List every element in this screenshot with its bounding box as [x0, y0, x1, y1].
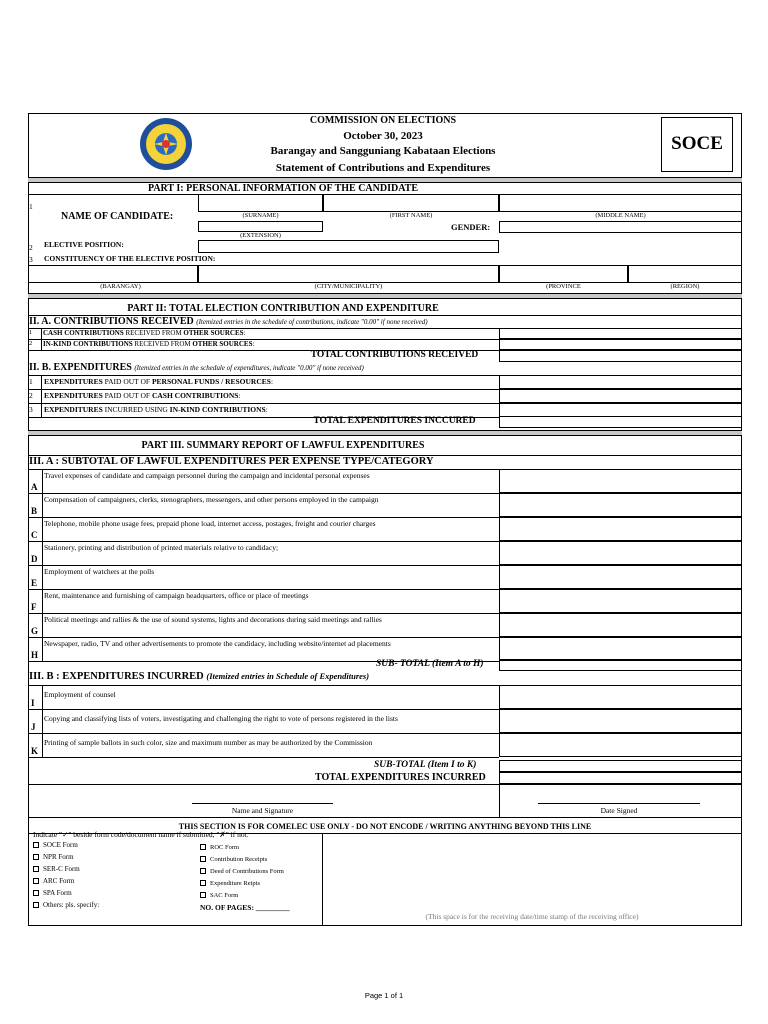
lawful-row-text: Employment of watchers at the polls [44, 567, 155, 576]
checklist-item[interactable] [200, 892, 238, 900]
checklist-item[interactable] [33, 878, 74, 885]
contrib-note: (Itemized entries in the schedule of contributions, indicate "0.00" if none received) [196, 318, 428, 326]
row-divider [42, 733, 43, 757]
checklist-item[interactable] [33, 866, 80, 873]
contrib-row-num: 1 [29, 329, 33, 336]
middlename-field[interactable] [499, 194, 742, 212]
expend-row-num: 3 [29, 405, 33, 414]
contrib-row-mid: RECEIVED FROM [123, 329, 184, 337]
row-divider [41, 328, 42, 339]
extension-caption: (EXTENSION) [240, 232, 281, 239]
comelec-seal [134, 116, 198, 172]
checkbox[interactable] [200, 880, 206, 886]
row-divider [42, 493, 43, 517]
lawful-row-text: Political meetings and rallies & the use of sound systems, lights and decorations during said meetings and rallies [44, 615, 382, 624]
contrib-row-num: 2 [29, 340, 33, 347]
row-line [28, 565, 499, 566]
contrib-row-pre: IN-KIND CONTRIBUTIONS [43, 340, 133, 348]
row-divider [42, 541, 43, 565]
firstname-caption: (FIRST NAME) [389, 212, 433, 219]
firstname-field[interactable] [323, 194, 499, 212]
incurred-subtotal-label: SUB-TOTAL (Item I to K) [374, 760, 477, 770]
incurred-row-letter: J [31, 722, 36, 732]
lawful-amount-field[interactable] [499, 613, 742, 637]
lawful-row-letter: D [31, 554, 38, 564]
contrib-row-post: : [252, 340, 255, 348]
lawful-subtotal-label: SUB- TOTAL (Item A to H) [376, 659, 484, 669]
name-signature-caption: Name and Signature [231, 806, 294, 815]
part3-title: PART III. SUMMARY REPORT OF LAWFUL EXPENDITURES [141, 440, 425, 451]
lawful-subtotal-field[interactable] [499, 659, 742, 671]
checkbox[interactable] [200, 856, 206, 862]
part1-title: PART I: PERSONAL INFORMATION OF THE CANDIDATE [147, 183, 419, 194]
name-label: NAME OF CANDIDATE: [61, 211, 174, 222]
part1-num2: 2 [29, 243, 33, 252]
lawful-amount-field[interactable] [499, 541, 742, 565]
checkbox[interactable] [33, 854, 39, 860]
extension-field[interactable] [198, 221, 323, 232]
lawful-heading: III. A : SUBTOTAL OF LAWFUL EXPENDITURES PER EXPENSE TYPE/CATEGORY [29, 456, 434, 467]
lawful-amount-field[interactable] [499, 589, 742, 613]
incurred-heading [29, 672, 369, 683]
header-commission: COMMISSION ON ELECTIONS [309, 115, 457, 126]
contrib-title: II. A. CONTRIBUTIONS RECEIVED [29, 316, 194, 327]
checklist-item[interactable] [33, 902, 99, 909]
lawful-row-letter: A [31, 482, 38, 492]
row-line [28, 493, 499, 494]
city-caption: (CITY/MUNICIPALITY) [314, 283, 383, 290]
checkbox[interactable] [200, 868, 206, 874]
comelec-indicate: Indicate "✓" beside form code/document name if submitted, "✗" if not. [33, 830, 249, 839]
elective-label: ELECTIVE POSITION: [44, 240, 124, 249]
lawful-row-letter: H [31, 650, 39, 660]
province-caption: (PROVINCE [546, 283, 581, 290]
checklist-label: Others: pls. specify: [43, 901, 100, 909]
checklist-label: SER-C Form [43, 865, 80, 873]
checkbox[interactable] [200, 892, 206, 898]
row-divider [42, 709, 43, 733]
checkbox[interactable] [33, 866, 39, 872]
lawful-row-text: Compensation of campaigners, clerks, stenographers, messengers, and other persons employed in the campaign [44, 495, 379, 504]
checklist-item[interactable] [200, 868, 284, 876]
barangay-field[interactable] [28, 265, 198, 283]
province-field[interactable] [499, 265, 628, 283]
part3-band [28, 430, 742, 436]
row-line [28, 733, 499, 734]
expend-title: II. B. EXPENDITURES [29, 362, 132, 373]
surname-field[interactable] [198, 194, 323, 212]
total-incurred-field[interactable] [499, 772, 742, 784]
checklist-item[interactable] [33, 854, 74, 861]
checklist-label: Contribution Receipts [210, 856, 268, 863]
expend-row-mid: INCURRED USING [102, 405, 170, 414]
row-divider [42, 613, 43, 637]
checklist-item[interactable] [200, 856, 267, 864]
expend-amount-field[interactable] [499, 375, 742, 389]
checklist-item[interactable] [200, 844, 239, 852]
expend-row-mid: PAID OUT OF [102, 391, 152, 400]
expend-row-post: : [270, 377, 274, 386]
lawful-amount-field[interactable] [499, 637, 742, 661]
checklist-label: ROC Form [210, 844, 240, 851]
region-field[interactable] [628, 265, 742, 283]
lawful-amount-field[interactable] [499, 517, 742, 541]
checklist-item[interactable] [33, 890, 72, 897]
expend-row-pre: EXPENDITURES [44, 377, 103, 386]
row-divider [41, 339, 42, 350]
expend-row-post: : [238, 391, 241, 400]
checklist-label: SOCE Form [43, 841, 78, 849]
contrib-total-field[interactable] [499, 350, 742, 362]
lawful-amount-field[interactable] [499, 493, 742, 517]
row-line [28, 709, 499, 710]
expend-row-mid: PAID OUT OF [102, 377, 152, 386]
lawful-row-text: Travel expenses of candidate and campaign personnel during the campaign and incidental personal expenses [44, 471, 370, 480]
expend-amount-field[interactable] [499, 403, 742, 417]
row-line [28, 403, 499, 404]
expend-row-post: : [265, 405, 268, 414]
expend-row-label [44, 406, 268, 414]
row-line [28, 637, 499, 638]
header-statement: Statement of Contributions and Expenditures [275, 162, 491, 174]
incurred-row-text: Copying and classifying lists of voters, investigating and challenging the right to vote of persons registered in the lists [44, 714, 398, 723]
contrib-amount-field[interactable] [499, 339, 742, 350]
expend-total-field[interactable] [499, 416, 742, 428]
part2-title: PART II: TOTAL ELECTION CONTRIBUTION AND EXPENDITURE [127, 303, 439, 314]
contrib-row-bold: OTHER SOURCES [192, 340, 253, 348]
incurred-title: III. B : EXPENDITURES INCURRED [29, 671, 204, 682]
contrib-heading [29, 317, 428, 327]
incurred-amount-field[interactable] [499, 709, 742, 733]
expend-row-label [44, 392, 241, 400]
elective-field[interactable] [198, 240, 499, 253]
checkbox[interactable] [33, 842, 39, 848]
expend-heading [29, 363, 364, 373]
contrib-amount-field[interactable] [499, 328, 742, 339]
incurred-amount-field[interactable] [499, 733, 742, 757]
lawful-row-text: Rent, maintenance and furnishing of campaign headquarters, office or place of meetings [44, 591, 309, 600]
gender-field[interactable] [499, 221, 742, 233]
soce-label: SOCE [671, 133, 723, 154]
incurred-amount-field[interactable] [499, 685, 742, 709]
contrib-total-label: TOTAL CONTRIBUTIONS RECEIVED [310, 350, 479, 360]
row-line [28, 589, 499, 590]
checklist-item[interactable] [200, 880, 260, 888]
date-signed-caption: Date Signed [600, 806, 638, 815]
incurred-subtotal-field[interactable] [499, 760, 742, 772]
incurred-row-text: Printing of sample ballots in such color, size and maximum number as may be authorized by the Commission [44, 738, 373, 747]
checklist-label: SPA Form [43, 889, 72, 897]
lawful-row-letter: G [31, 626, 39, 636]
lawful-amount-field[interactable] [499, 469, 742, 493]
checkbox[interactable] [200, 844, 206, 850]
header-date: October 30, 2023 [343, 130, 423, 142]
row-divider [42, 637, 43, 661]
lawful-row-letter: B [31, 506, 38, 516]
checkbox[interactable] [33, 902, 39, 908]
incurred-note: (Itemized entries in Schedule of Expenditures) [206, 671, 370, 681]
checkbox[interactable] [33, 890, 39, 896]
row-divider [42, 589, 43, 613]
contrib-row-label [43, 330, 245, 337]
contrib-row-post: : [243, 329, 246, 337]
expend-row-pre: EXPENDITURES [44, 391, 103, 400]
row-divider [41, 403, 42, 417]
row-divider [42, 517, 43, 541]
incurred-row-text: Employment of counsel [44, 690, 116, 699]
lawful-row-letter: E [31, 578, 38, 588]
pages-label: NO. OF PAGES: _________ [200, 903, 290, 912]
comelec-title: THIS SECTION IS FOR COMELEC USE ONLY - DO NOT ENCODE / WRITING ANYTHING BEYOND THIS LINE [178, 822, 592, 831]
lawful-row-text: Stationery, printing and distribution of printed materials relative to candidacy; [44, 543, 279, 552]
checkbox[interactable] [33, 878, 39, 884]
checklist-item[interactable] [33, 842, 78, 849]
row-line [28, 517, 499, 518]
lawful-row-text: Newspaper, radio, TV and other advertisements to promote the candidacy, including website/internet ad placements [44, 639, 391, 648]
row-divider [42, 469, 43, 493]
contrib-row-mid: RECEIVED FROM [132, 340, 193, 348]
checklist-label: SAC Form [210, 892, 239, 899]
barangay-caption: (BARANGAY) [100, 283, 141, 290]
incurred-row-letter: I [31, 698, 35, 708]
expend-note: (Itemized entries in the schedule of expenditures, indicate "0.00" if none received) [134, 364, 364, 372]
page-number: Page 1 of 1 [364, 991, 404, 1000]
expend-row-label [44, 378, 273, 386]
part1-num1: 1 [29, 202, 33, 211]
total-incurred-label: TOTAL EXPENDITURES INCURRED [315, 772, 486, 783]
header-election: Barangay and Sangguniang Kabataan Elections [270, 145, 496, 157]
row-divider [42, 685, 43, 709]
surname-caption: (SURNAME) [242, 212, 279, 219]
lawful-row-letter: F [31, 602, 37, 612]
expend-row-num: 2 [29, 391, 33, 400]
city-field[interactable] [198, 265, 499, 283]
lawful-row-letter: C [31, 530, 38, 540]
expend-row-bold: CASH CONTRIBUTIONS [151, 391, 239, 400]
constituency-label: CONSTITUENCY OF THE ELECTIVE POSITION: [44, 254, 216, 263]
lawful-row-text: Telephone, mobile phone usage fees, prepaid phone load, internet access, postages, freight and courier charges [44, 519, 376, 528]
expend-total-label: TOTAL EXPENDITURES INCCURED [313, 416, 476, 426]
signature-line[interactable] [192, 803, 333, 804]
row-divider [42, 565, 43, 589]
region-caption: (REGION) [670, 283, 700, 290]
expend-amount-field[interactable] [499, 389, 742, 403]
checklist-label: ARC Form [43, 877, 75, 885]
expend-row-pre: EXPENDITURES [44, 405, 103, 414]
gender-label: GENDER: [451, 222, 491, 232]
stamp-note: (This space is for the receiving date/time stamp of the receiving office) [425, 912, 639, 921]
expend-row-bold: IN-KIND CONTRIBUTIONS [169, 405, 266, 414]
middlename-caption: (MIDDLE NAME) [595, 212, 646, 219]
part1-num3: 3 [29, 255, 33, 264]
row-line [28, 541, 499, 542]
incurred-row-letter: K [31, 746, 39, 756]
row-line [28, 613, 499, 614]
expend-row-bold: PERSONAL FUNDS / RESOURCES [151, 377, 271, 386]
row-line [28, 389, 499, 390]
checklist-label: Deed of Contributions Form [210, 868, 284, 875]
date-line[interactable] [538, 803, 700, 804]
checklist-label: Expenditure Reipts [210, 880, 261, 887]
expend-row-num: 1 [29, 377, 33, 386]
lawful-amount-field[interactable] [499, 565, 742, 589]
contrib-row-bold: OTHER SOURCES [183, 329, 244, 337]
contrib-row-label [43, 341, 254, 348]
row-line [28, 757, 499, 758]
row-divider [41, 375, 42, 389]
contrib-row-pre: CASH CONTRIBUTIONS [43, 329, 124, 337]
row-divider [41, 389, 42, 403]
part2-band [28, 293, 742, 299]
checklist-label: NPR Form [43, 853, 74, 861]
